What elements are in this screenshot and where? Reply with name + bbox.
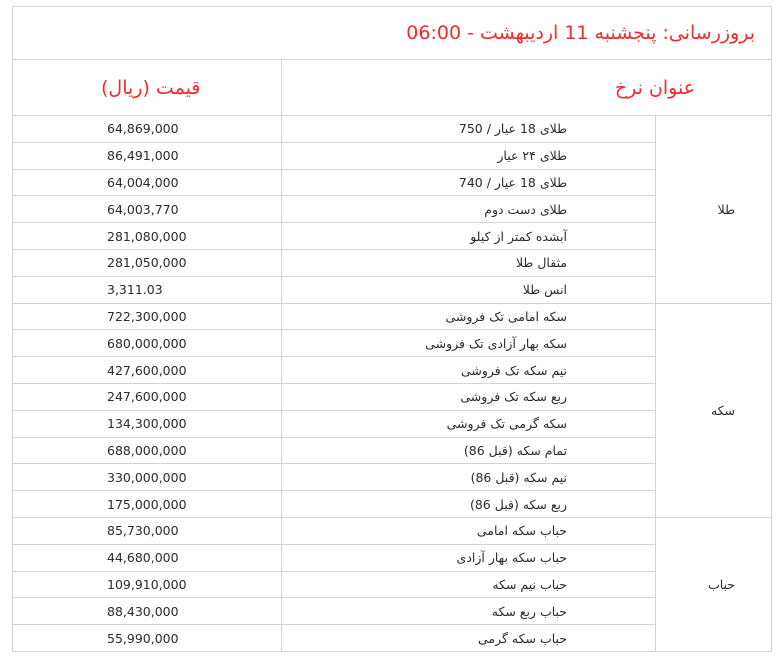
rate-label: مثقال طلا <box>282 249 656 276</box>
header-price: قیمت (ریال) <box>13 60 282 116</box>
header-rate-title: عنوان نرخ <box>282 60 772 116</box>
rate-price: 86,491,000 <box>13 142 282 169</box>
header-row <box>13 60 772 116</box>
rate-price: 64,869,000 <box>13 116 282 143</box>
rate-price: 55,990,000 <box>13 625 282 652</box>
title-row <box>13 7 772 60</box>
rate-label: حباب ربع سکه <box>282 598 656 625</box>
price-table <box>12 6 772 652</box>
rate-price: 134,300,000 <box>13 410 282 437</box>
rate-price: 330,000,000 <box>13 464 282 491</box>
rate-price: 688,000,000 <box>13 437 282 464</box>
rate-label: حباب نیم سکه <box>282 571 656 598</box>
rate-label: طلای 18 عیار / 750 <box>282 116 656 143</box>
rate-price: 88,430,000 <box>13 598 282 625</box>
rate-label: آبشده کمتر از کیلو <box>282 223 656 250</box>
group-name: سکه <box>656 303 772 517</box>
rate-price: 85,730,000 <box>13 517 282 544</box>
rate-label: سکه گرمی تک فروشی <box>282 410 656 437</box>
table-row <box>13 116 772 143</box>
rate-price: 109,910,000 <box>13 571 282 598</box>
group-name: طلا <box>656 116 772 304</box>
rate-label: ربع سکه (قبل 86) <box>282 491 656 518</box>
update-title: بروزرسانی: پنجشنبه 11 اردیبهشت - 06:00 <box>13 7 772 60</box>
rate-label: تمام سکه (قبل 86) <box>282 437 656 464</box>
rate-price: 722,300,000 <box>13 303 282 330</box>
price-table-container <box>12 6 771 656</box>
rate-price: 175,000,000 <box>13 491 282 518</box>
rate-label: نیم سکه تک فروشی <box>282 357 656 384</box>
rate-label: طلای دست دوم <box>282 196 656 223</box>
group-name: حباب <box>656 517 772 651</box>
rate-price: 3,311.03 <box>13 276 282 303</box>
rate-price: 281,050,000 <box>13 249 282 276</box>
rate-label: حباب سکه بهار آزادی <box>282 544 656 571</box>
rate-price: 247,600,000 <box>13 383 282 410</box>
rate-label: انس طلا <box>282 276 656 303</box>
rate-label: طلای 18 عیار / 740 <box>282 169 656 196</box>
table-row <box>13 303 772 330</box>
rate-price: 281,080,000 <box>13 223 282 250</box>
rate-price: 64,003,770 <box>13 196 282 223</box>
rate-price: 44,680,000 <box>13 544 282 571</box>
rate-label: نیم سکه (قبل 86) <box>282 464 656 491</box>
rate-label: حباب سکه امامی <box>282 517 656 544</box>
table-row <box>13 517 772 544</box>
rate-label: طلای ۲۴ عیار <box>282 142 656 169</box>
rate-label: حباب سکه گرمی <box>282 625 656 652</box>
rate-price: 427,600,000 <box>13 357 282 384</box>
rate-price: 680,000,000 <box>13 330 282 357</box>
rate-price: 64,004,000 <box>13 169 282 196</box>
rate-label: ربع سکه تک فروشی <box>282 383 656 410</box>
rate-label: سکه امامی تک فروشی <box>282 303 656 330</box>
rate-label: سکه بهار آزادی تک فروشی <box>282 330 656 357</box>
